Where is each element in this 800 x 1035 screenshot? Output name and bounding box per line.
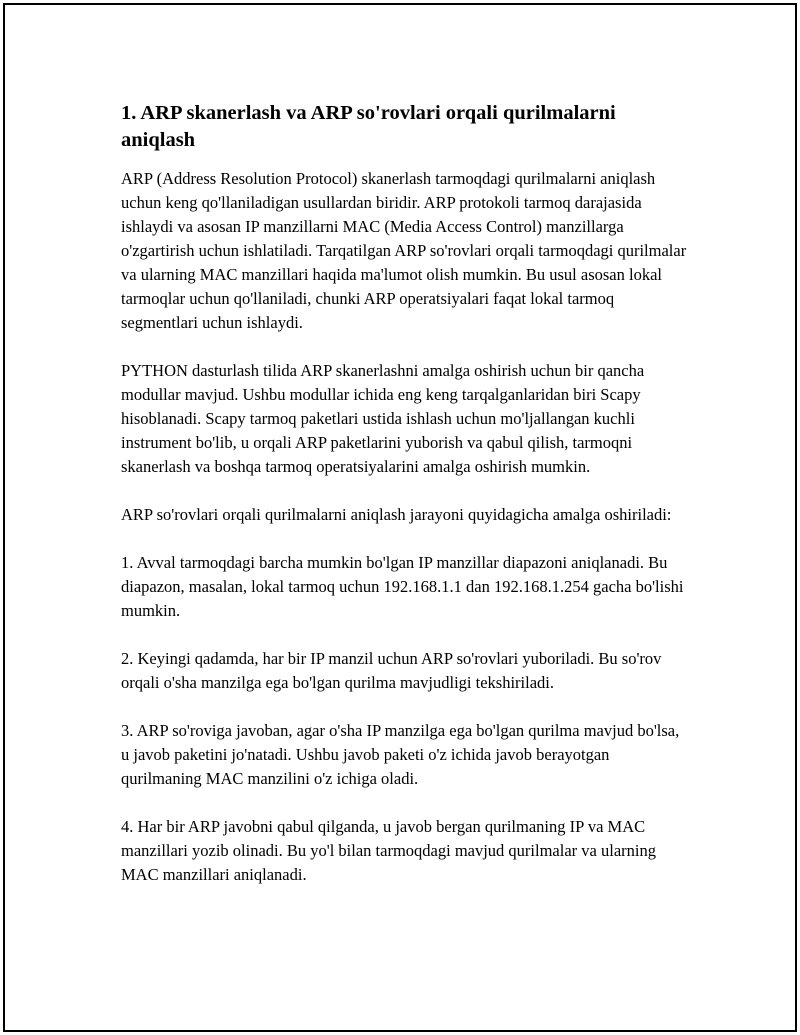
section-heading: 1. ARP skanerlash va ARP so'rovlari orqali qurilmalarni aniqlash bbox=[121, 102, 616, 151]
paragraph-step-1: 1. Avval tarmoqdagi barcha mumkin bo'lgan IP manzillar diapazoni aniqlanadi. Bu diapazon, masalan, lokal tarmoq uchun 192.168.1.1 dan 192.168.1.254 gacha bo'lishi mumkin. bbox=[121, 553, 684, 620]
paragraph-process-intro: ARP so'rovlari orqali qurilmalarni aniqlash jarayoni quyidagicha amalga oshiriladi: bbox=[121, 505, 672, 524]
page-frame bbox=[3, 3, 797, 1032]
paragraph-step-2: 2. Keyingi qadamda, har bir IP manzil uchun ARP so'rovlari yuboriladi. Bu so'rov orqali o'sha manzilga ega bo'lgan qurilma mavjudligi tekshiriladi. bbox=[121, 649, 662, 692]
document-body bbox=[121, 100, 691, 911]
paragraph-arp-intro: ARP (Address Resolution Protocol) skanerlash tarmoqdagi qurilmalarni aniqlash uchun keng qo'llaniladigan usullardan biridir. ARP protokoli tarmoq darajasida ishlaydi va asosan IP manzillarni MAC (Media Access Control) manzillarga o'zgartirish uchun ishlatiladi. Tarqatilgan ARP so'rovlari orqali tarmoqdagi qurilmalar va ularning MAC manzillari haqida ma'lumot olish mumkin. Bu usul asosan lokal tarmoqlar uchun qo'llaniladi, chunki ARP operatsiyalari faqat lokal tarmoq segmentlari uchun ishlaydi. bbox=[121, 169, 687, 332]
paragraph-python-scapy: PYTHON dasturlash tilida ARP skanerlashni amalga oshirish uchun bir qancha modullar mavjud. Ushbu modullar ichida eng keng tarqalganlaridan biri Scapy hisoblanadi. Scapy tarmoq paketlari ustida ishlash uchun mo'ljallangan kuchli instrument bo'lib, u orqali ARP paketlarini yuborish va qabul qilish, tarmoqni skanerlash va boshqa tarmoq operatsiyalarini amalga oshirish mumkin. bbox=[121, 361, 645, 476]
paragraph-step-4: 4. Har bir ARP javobni qabul qilganda, u javob bergan qurilmaning IP va MAC manzillari yozib olinadi. Bu yo'l bilan tarmoqdagi mavjud qurilmalar va ularning MAC manzillari aniqlanadi. bbox=[121, 817, 656, 884]
paragraph-step-3: 3. ARP so'roviga javoban, agar o'sha IP manzilga ega bo'lgan qurilma mavjud bo'lsa, u javob paketini jo'natadi. Ushbu javob paketi o'z ichida javob berayotgan qurilmaning MAC manzilini o'z ichiga oladi. bbox=[121, 721, 680, 788]
